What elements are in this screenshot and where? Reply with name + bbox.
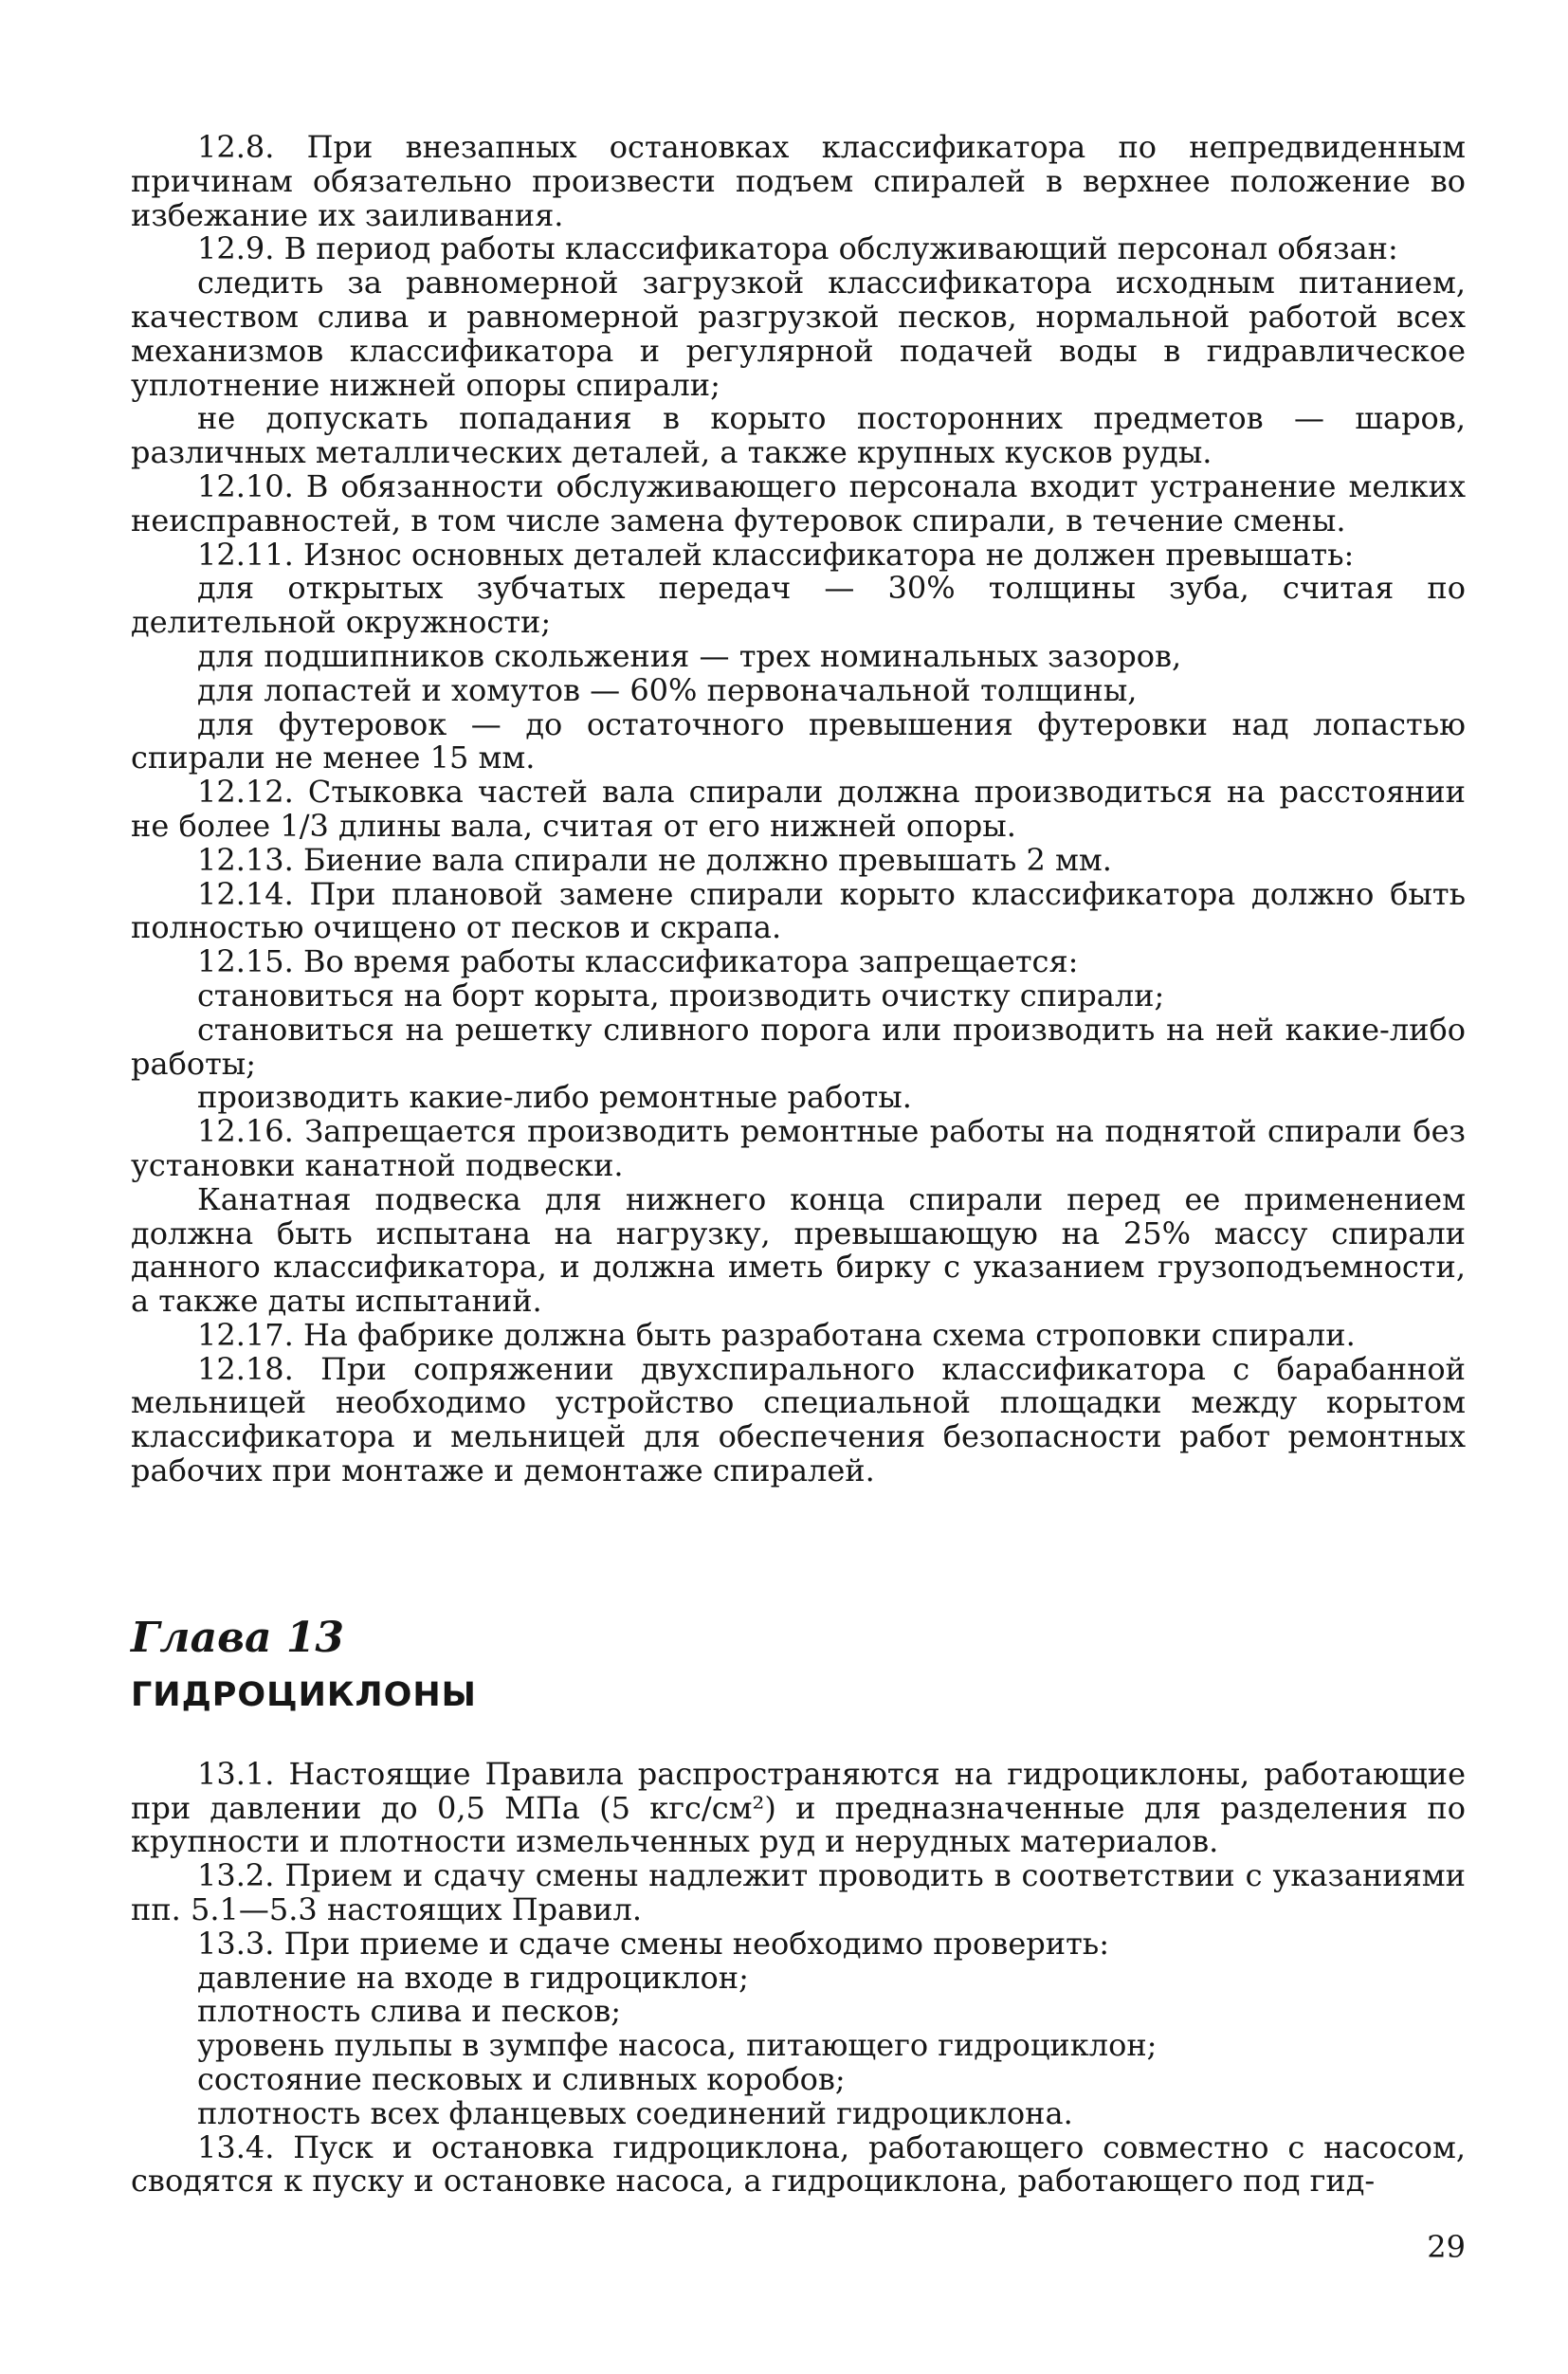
paragraph-12-16-note: Канатная подвеска для нижнего конца спирали перед ее применением должна быть испытана на нагрузку, превышающую на 25% массу спирали данного классификатора, и должна иметь бирку с указанием грузоподъемности, а также даты испытаний. xyxy=(131,1180,1466,1320)
paragraph-13-1: 13.1. Настоящие Правила распространяются на гидроциклоны, работающие при давлении до 0,5 МПа (5 кгс/см²) и предназначенные для разделения по крупности и плотности измельченных руд и нерудных материалов. xyxy=(131,1755,1466,1860)
paragraph-12-16: 12.16. Запрещается производить ремонтные работы на поднятой спирали без установки канатной подвески. xyxy=(131,1113,1466,1183)
list-item: состояние песковых и сливных коробов; xyxy=(197,2061,846,2098)
paragraph-12-9: 12.9. В период работы классификатора обслуживающий персонал обязан: xyxy=(197,230,1398,267)
section-13-text xyxy=(131,1755,1466,2200)
list-item: для футеровок — до остаточного превышения футеровки над лопастью спирали не менее 15 мм. xyxy=(131,705,1466,776)
list-item: становиться на решетку сливного порога или производить на ней какие-либо работы; xyxy=(131,1011,1466,1082)
paragraph-12-14: 12.14. При плановой замене спирали корыто классификатора должно быть полностью очищено от песков и скрапа. xyxy=(131,875,1466,946)
chapter-title: ГИДРОЦИКЛОНЫ xyxy=(131,1675,477,1714)
list-item: плотность всех фланцевых соединений гидроциклона. xyxy=(197,2094,1073,2131)
page-number: 29 xyxy=(1427,2229,1466,2265)
paragraph-12-18: 12.18. При сопряжении двухспирального классификатора с барабанной мельницей необходимо устройство специальной площадки между корытом классификатора и мельницей для обеспечения безопасности работ ремонтных рабочих при монтаже и демонтаже спиралей. xyxy=(131,1350,1466,1489)
list-item: для лопастей и хомутов — 60% первоначальной толщины, xyxy=(197,671,1138,708)
paragraph-12-8: 12.8. При внезапных остановках классификатора по непредвиденным причинам обязательно произвести подъем спиралей в верхнее положение во избежание их заиливания. xyxy=(131,129,1466,233)
paragraph-12-11: 12.11. Износ основных деталей классификатора не должен превышать: xyxy=(197,536,1355,573)
list-item: для подшипников скольжения — трех номинальных зазоров, xyxy=(197,637,1182,674)
section-12-text xyxy=(131,131,1466,1488)
list-item: становиться на борт корыта, производить очистку спирали; xyxy=(197,977,1165,1014)
list-item: не допускать попадания в корыто посторонних предметов — шаров, различных металлических деталей, а также крупных кусков руды. xyxy=(131,400,1466,471)
paragraph-13-3: 13.3. При приеме и сдаче смены необходимо проверить: xyxy=(197,1925,1109,1962)
list-item: для открытых зубчатых передач — 30% толщины зуба, считая по делительной окружности; xyxy=(131,570,1466,641)
chapter-label: Глава 13 xyxy=(131,1613,345,1662)
list-item: давление на входе в гидроциклон; xyxy=(197,1959,749,1996)
paragraph-12-15: 12.15. Во время работы классификатора запрещается: xyxy=(197,943,1079,980)
paragraph-12-12: 12.12. Стыковка частей вала спирали должна производиться на расстоянии не более 1/3 длины вала, считая от его нижней опоры. xyxy=(131,774,1466,844)
page-body xyxy=(131,131,1466,2199)
paragraph-12-10: 12.10. В обязанности обслуживающего персонала входит устранение мелких неисправностей, в том числе замена футеровок спирали, в течение смены. xyxy=(131,467,1466,539)
chapter-spacer xyxy=(131,1488,1466,1610)
list-item: уровень пульпы в зумпфе насоса, питающего гидроциклон; xyxy=(197,2027,1158,2064)
list-item: плотность слива и песков; xyxy=(197,1993,622,2030)
paragraph-12-13: 12.13. Биение вала спирали не должно превышать 2 мм. xyxy=(197,841,1112,878)
paragraph-13-2: 13.2. Прием и сдачу смены надлежит проводить в соответствии с указаниями пп. 5.1—5.3 настоящих Правил. xyxy=(131,1857,1466,1928)
list-item: следить за равномерной загрузкой классификатора исходным питанием, качеством слива и равномерной разгрузкой песков, нормальной работой всех механизмов классификатора и регулярной подачей воды в гидравлическое уплотнение нижней опоры спирали; xyxy=(131,265,1466,403)
list-item: производить какие-либо ремонтные работы. xyxy=(197,1079,912,1116)
paragraph-12-17: 12.17. На фабрике должна быть разработана схема строповки спирали. xyxy=(197,1316,1356,1353)
paragraph-13-4: 13.4. Пуск и остановка гидроциклона, работающего совместно с насосом, сводятся к пуску и остановке насоса, а гидроциклона, работающего под гид- xyxy=(131,2128,1466,2200)
